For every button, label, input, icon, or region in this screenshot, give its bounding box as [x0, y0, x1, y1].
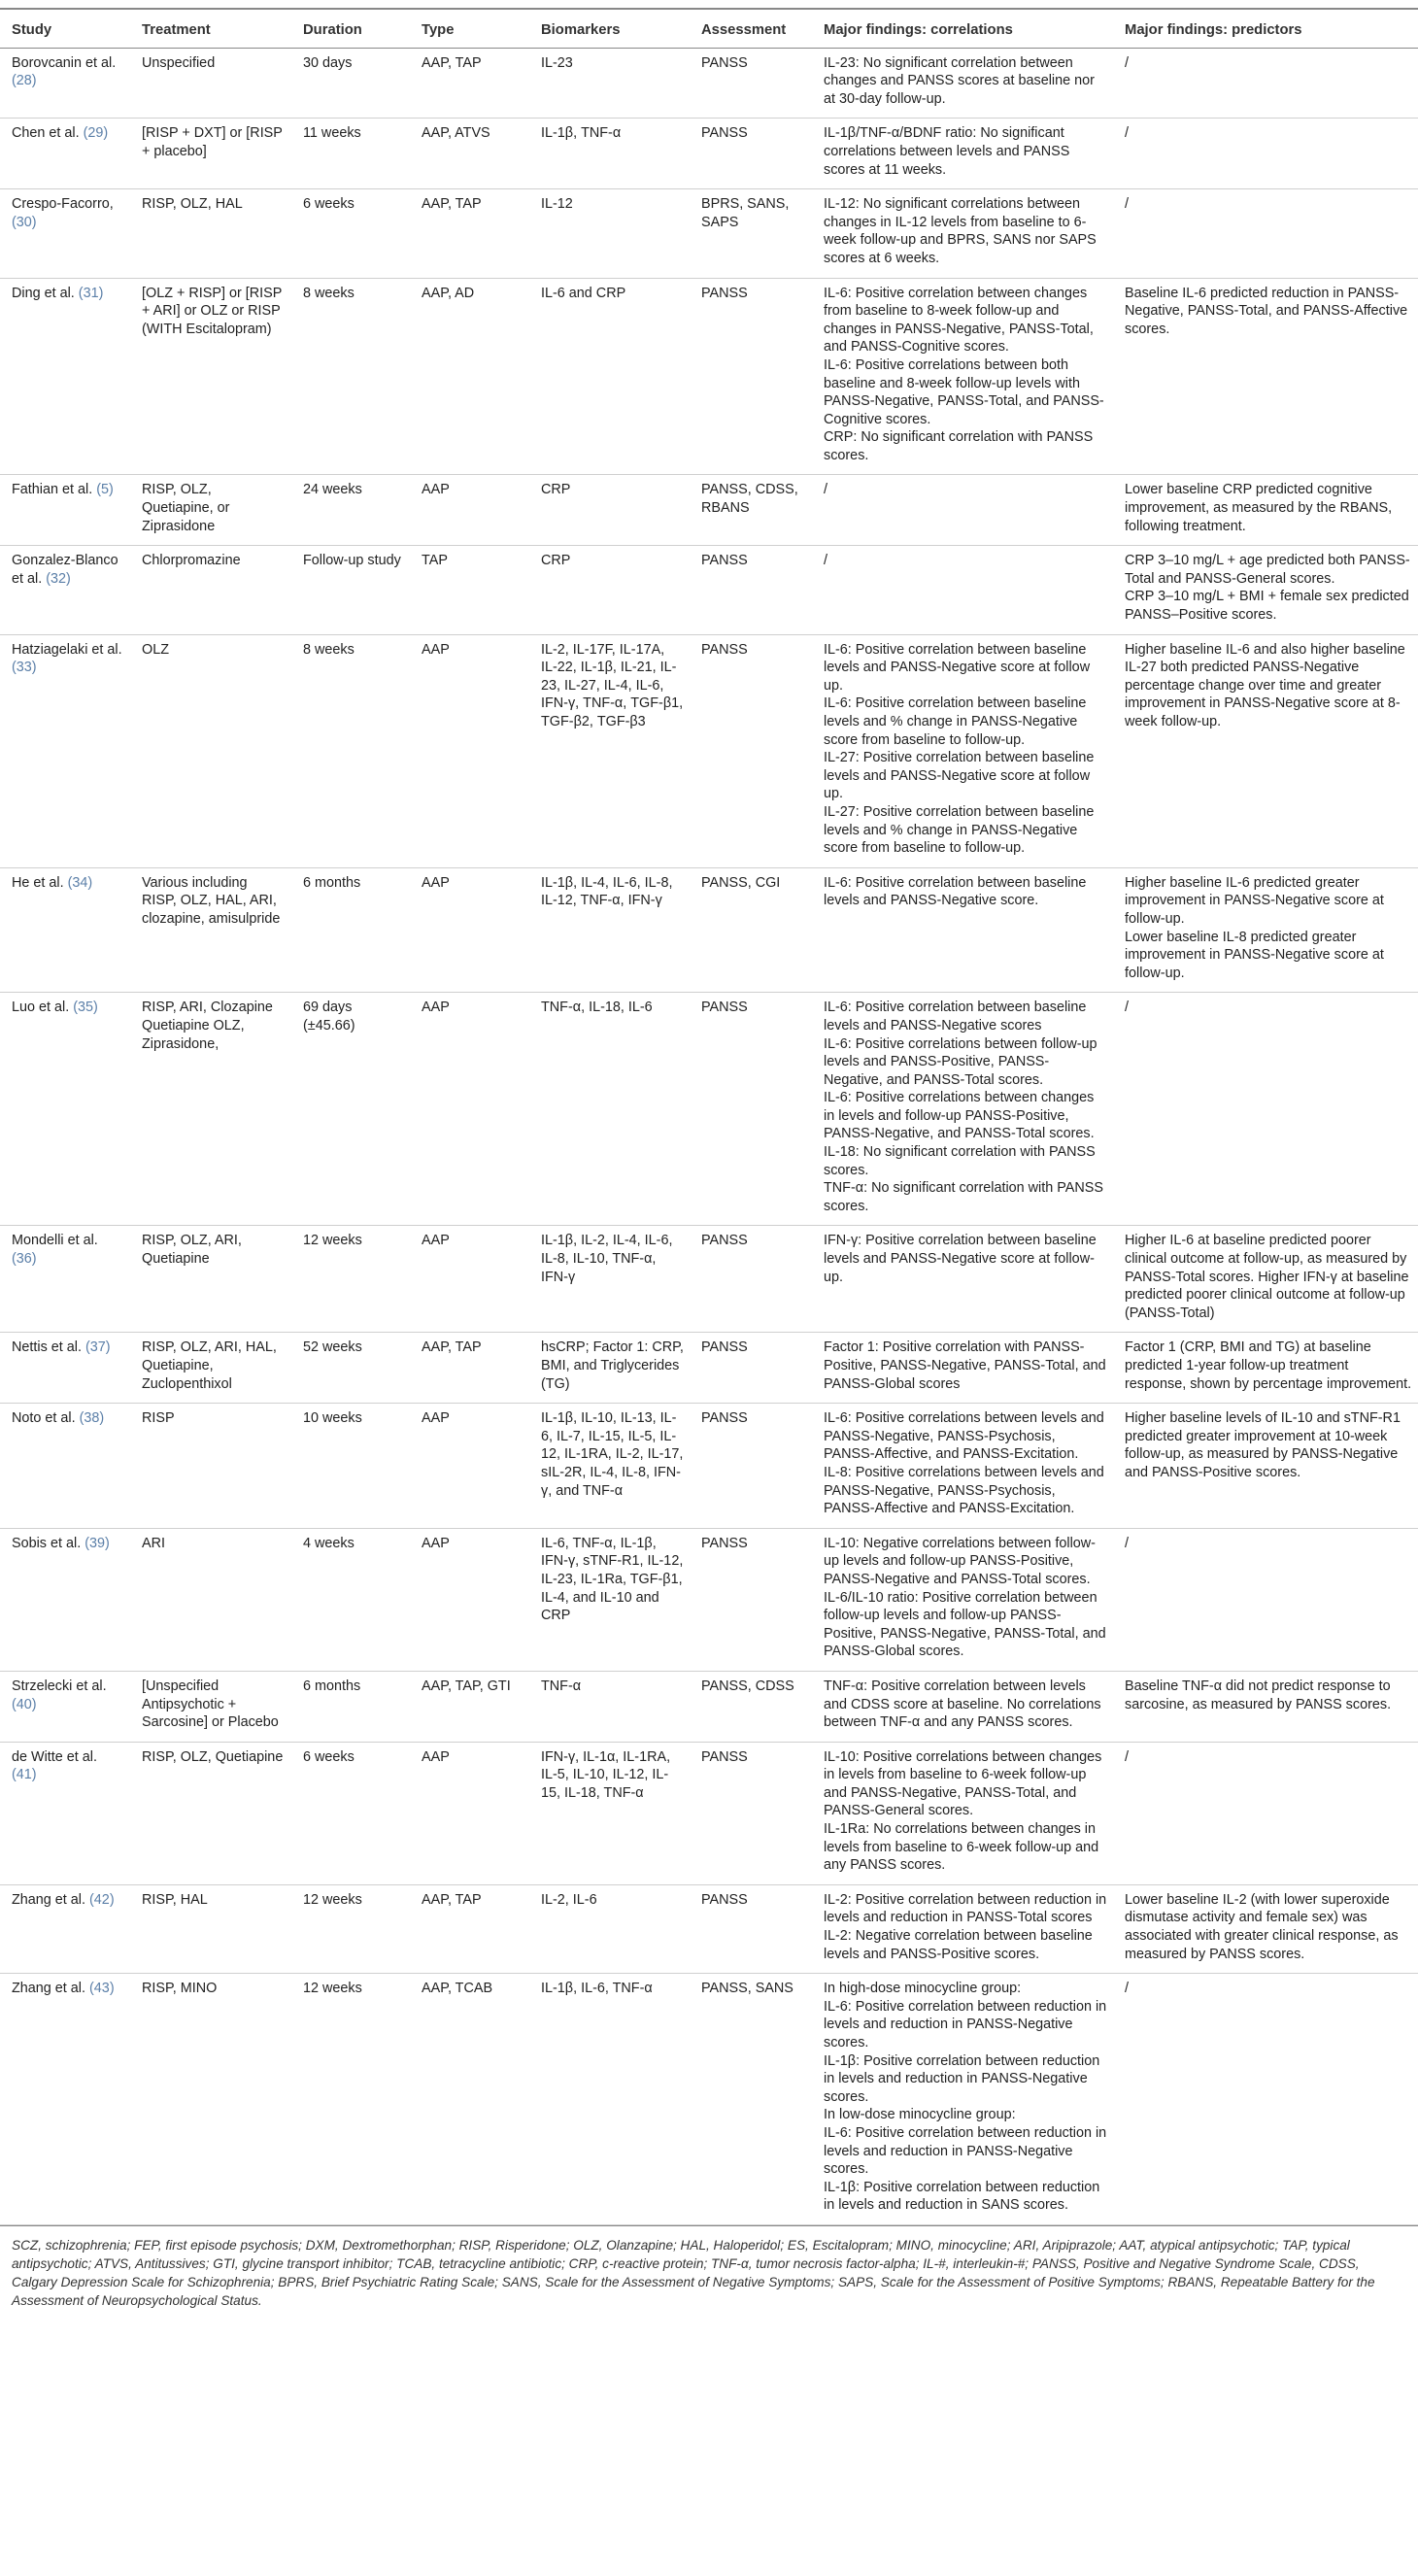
finding-text: TNF-α: Positive correlation between levels and CDSS score at baseline. No correlations between TNF-α and any PANSS scores.: [824, 1678, 1101, 1731]
study-name: Gonzalez-Blanco et al.: [12, 553, 118, 587]
reference-link[interactable]: (33): [12, 660, 37, 676]
biomarkers-cell: TNF-α, IL-18, IL-6: [529, 993, 690, 1226]
study-cell: [0, 1404, 130, 1529]
reference-link[interactable]: (38): [79, 1410, 105, 1427]
correlations-cell: [812, 475, 1113, 546]
finding-text: IL-1β: Positive correlation between reduction in levels and reduction in PANSS-Negative scores.: [824, 2052, 1100, 2105]
finding-text: Factor 1: Positive correlation with PANSS-Positive, PANSS-Negative, PANSS-Total, and PANSS-Global scores: [824, 1339, 1106, 1392]
predictors-cell: [1113, 634, 1418, 867]
treatment-cell: RISP, OLZ, ARI, Quetiapine: [130, 1226, 291, 1333]
finding-text: Lower baseline IL-2 (with lower superoxide dismutase activity and female sex) was associated with greater clinical response, as measured by PANSS scores.: [1125, 1891, 1399, 1962]
finding-text: IL-27: Positive correlation between baseline levels and % change in PANSS-Negative score from baseline to follow-up.: [824, 803, 1095, 857]
duration-cell: 8 weeks: [291, 278, 410, 475]
duration-cell: 6 months: [291, 1671, 410, 1742]
column-header: Duration: [291, 9, 410, 48]
type-cell: AAP: [410, 1742, 529, 1884]
biomarkers-cell: CRP: [529, 546, 690, 634]
finding-text: IL-2: Positive correlation between reduction in levels and reduction in PANSS-Total scores: [824, 1891, 1107, 1926]
type-cell: AAP: [410, 1528, 529, 1671]
type-cell: AAP, TAP, GTI: [410, 1671, 529, 1742]
duration-cell: 12 weeks: [291, 1974, 410, 2225]
reference-link[interactable]: (36): [12, 1251, 37, 1268]
finding-text: IL-8: Positive correlations between levels and PANSS-Negative, PANSS-Psychosis, PANSS-Affective and PANSS-Excitation.: [824, 1464, 1104, 1517]
reference-link[interactable]: (5): [96, 482, 114, 498]
biomarkers-cell: IL-1β, TNF-α: [529, 119, 690, 189]
treatment-cell: RISP, OLZ, ARI, HAL, Quetiapine, Zuclopenthixol: [130, 1333, 291, 1404]
type-cell: AAP, TAP: [410, 1333, 529, 1404]
finding-text: IL-6: Positive correlations between both baseline and 8-week follow-up levels with PANSS-Negative, PANSS-Total, and PANSS-Cognitive scores.: [824, 356, 1104, 427]
predictors-cell: [1113, 1742, 1418, 1884]
table-row: [0, 546, 1418, 634]
finding-text: IL-6: Positive correlations between changes in levels and follow-up PANSS-Positive, PANSS-Negative, and PANSS-Total scores.: [824, 1090, 1095, 1142]
biomarkers-cell: IL-1β, IL-4, IL-6, IL-8, IL-12, TNF-α, IFN-γ: [529, 867, 690, 993]
finding-text: /: [1125, 125, 1129, 142]
assessment-cell: PANSS: [690, 1528, 812, 1671]
column-header: Biomarkers: [529, 9, 690, 48]
finding-text: Lower baseline CRP predicted cognitive improvement, as measured by the RBANS, following treatment.: [1125, 482, 1393, 534]
table-row: [0, 1333, 1418, 1404]
finding-text: IL-23: No significant correlation between changes and PANSS scores at baseline nor at 30-day follow-up.: [824, 54, 1095, 107]
correlations-cell: [812, 634, 1113, 867]
duration-cell: 10 weeks: [291, 1404, 410, 1529]
biomarkers-cell: IL-1β, IL-10, IL-13, IL-6, IL-7, IL-15, IL-5, IL-12, IL-1RA, IL-2, IL-17, sIL-2R, IL-4, IL-8, IFN-γ, and TNF-α: [529, 1404, 690, 1529]
assessment-cell: PANSS: [690, 1884, 812, 1973]
table-header-row: [0, 9, 1418, 48]
assessment-cell: PANSS, CDSS, RBANS: [690, 475, 812, 546]
assessment-cell: PANSS: [690, 1226, 812, 1333]
duration-cell: 4 weeks: [291, 1528, 410, 1671]
treatment-cell: RISP, HAL: [130, 1884, 291, 1973]
finding-text: /: [824, 553, 827, 569]
study-name: He et al.: [12, 874, 64, 891]
study-name: Noto et al.: [12, 1410, 76, 1427]
study-cell: [0, 278, 130, 475]
finding-text: /: [1125, 1535, 1129, 1551]
finding-text: /: [1125, 54, 1129, 71]
correlations-cell: [812, 1404, 1113, 1529]
correlations-cell: [812, 546, 1113, 634]
treatment-cell: [RISP + DXT] or [RISP + placebo]: [130, 119, 291, 189]
study-cell: [0, 1528, 130, 1671]
predictors-cell: [1113, 278, 1418, 475]
table-row: [0, 1226, 1418, 1333]
treatment-cell: RISP, ARI, Clozapine Quetiapine OLZ, Ziprasidone,: [130, 993, 291, 1226]
reference-link[interactable]: (29): [83, 125, 109, 142]
biomarkers-cell: IL-6 and CRP: [529, 278, 690, 475]
reference-link[interactable]: (34): [67, 874, 93, 891]
assessment-cell: PANSS: [690, 119, 812, 189]
study-cell: [0, 867, 130, 993]
biomarkers-cell: IL-1β, IL-6, TNF-α: [529, 1974, 690, 2225]
assessment-cell: PANSS: [690, 1333, 812, 1404]
study-cell: [0, 475, 130, 546]
finding-text: Lower baseline IL-8 predicted greater improvement in PANSS-Negative score at follow-up.: [1125, 929, 1384, 981]
assessment-cell: PANSS: [690, 993, 812, 1226]
assessment-cell: PANSS: [690, 546, 812, 634]
correlations-cell: [812, 1974, 1113, 2225]
study-cell: [0, 1226, 130, 1333]
predictors-cell: [1113, 1884, 1418, 1973]
duration-cell: 11 weeks: [291, 119, 410, 189]
correlations-cell: [812, 1742, 1113, 1884]
study-cell: [0, 1742, 130, 1884]
table-row: [0, 634, 1418, 867]
finding-text: Baseline TNF-α did not predict response to sarcosine, as measured by PANSS scores.: [1125, 1678, 1392, 1712]
assessment-cell: PANSS, CDSS: [690, 1671, 812, 1742]
type-cell: AAP, TCAB: [410, 1974, 529, 2225]
study-cell: [0, 1333, 130, 1404]
column-header: Major findings: predictors: [1113, 9, 1418, 48]
type-cell: AAP, AD: [410, 278, 529, 475]
finding-text: IL-1β: Positive correlation between reduction in levels and reduction in SANS scores.: [824, 2179, 1100, 2214]
predictors-cell: [1113, 1671, 1418, 1742]
finding-text: CRP: No significant correlation with PANSS scores.: [824, 429, 1094, 463]
biomarkers-cell: IL-23: [529, 48, 690, 119]
duration-cell: 6 weeks: [291, 1742, 410, 1884]
biomarkers-cell: IL-2, IL-6: [529, 1884, 690, 1973]
table-row: [0, 1974, 1418, 2225]
reference-link[interactable]: (31): [78, 285, 104, 301]
correlations-cell: [812, 1333, 1113, 1404]
biomarkers-cell: IL-6, TNF-α, IL-1β, IFN-γ, sTNF-R1, IL-12, IL-23, IL-1Ra, TGF-β1, IL-4, and IL-10 and CRP: [529, 1528, 690, 1671]
biomarkers-cell: hsCRP; Factor 1: CRP, BMI, and Triglycerides (TG): [529, 1333, 690, 1404]
study-name: Chen et al.: [12, 125, 80, 142]
biomarkers-cell: IL-12: [529, 189, 690, 278]
table-row: [0, 189, 1418, 278]
reference-link[interactable]: (32): [46, 570, 71, 587]
reference-link[interactable]: (41): [12, 1767, 37, 1783]
treatment-cell: [Unspecified Antipsychotic + Sarcosine] or Placebo: [130, 1671, 291, 1742]
column-header: Major findings: correlations: [812, 9, 1113, 48]
duration-cell: 6 weeks: [291, 189, 410, 278]
predictors-cell: [1113, 1333, 1418, 1404]
finding-text: Factor 1 (CRP, BMI and TG) at baseline predicted 1-year follow-up treatment response, shown by percentage improvement.: [1125, 1339, 1412, 1392]
predictors-cell: [1113, 993, 1418, 1226]
assessment-cell: PANSS: [690, 634, 812, 867]
correlations-cell: [812, 1528, 1113, 1671]
type-cell: AAP: [410, 1226, 529, 1333]
predictors-cell: [1113, 867, 1418, 993]
study-name: Fathian et al.: [12, 482, 93, 498]
duration-cell: 12 weeks: [291, 1226, 410, 1333]
predictors-cell: [1113, 48, 1418, 119]
finding-text: IL-1Ra: No correlations between changes in levels from baseline to 6-week follow-up and any PANSS scores.: [824, 1821, 1099, 1874]
finding-text: /: [1125, 1000, 1129, 1016]
correlations-cell: [812, 1226, 1113, 1333]
study-cell: [0, 48, 130, 119]
study-name: Nettis et al.: [12, 1339, 82, 1356]
finding-text: IL-2: Negative correlation between baseline levels and PANSS-Positive scores.: [824, 1928, 1093, 1962]
finding-text: CRP 3–10 mg/L + age predicted both PANSS-Total and PANSS-General scores.: [1125, 553, 1410, 587]
column-header: Assessment: [690, 9, 812, 48]
duration-cell: 52 weeks: [291, 1333, 410, 1404]
study-cell: [0, 546, 130, 634]
predictors-cell: [1113, 1528, 1418, 1671]
assessment-cell: PANSS: [690, 1742, 812, 1884]
study-cell: [0, 1671, 130, 1742]
study-name: Strzelecki et al.: [12, 1678, 107, 1694]
study-cell: [0, 119, 130, 189]
reference-link[interactable]: (39): [84, 1535, 110, 1551]
biomarkers-cell: IL-2, IL-17F, IL-17A, IL-22, IL-1β, IL-21, IL-23, IL-27, IL-4, IL-6, IFN-γ, TNF-α, TGF-β1, TGF-β2, TGF-β3: [529, 634, 690, 867]
finding-text: /: [1125, 1981, 1129, 1997]
finding-text: IL-6: Positive correlation between reduction in levels and reduction in PANSS-Negative scores.: [824, 2124, 1107, 2178]
table-footnote: SCZ, schizophrenia; FEP, first episode psychosis; DXM, Dextromethorphan; RISP, Risperidone; OLZ, Olanzapine; HAL, Haloperidol; ES, Escitalopram; MINO, minocycline; ARI, Aripiprazole; AAT, atypical antipsychotic; TAP, typical antipsychotic; ATVS, Antitussives; GTI, glycine transport inhibitor; TCAB, tetracycline antibiotic; CRP, c-reactive protein; TNF-α, tumor necrosis factor-alpha; IL-#, interleukin-#; PANSS, Positive and Negative Syndrome Scale, CDSS, Calgary Depression Scale for Schizophrenia; BPRS, Brief Psychiatric Rating Scale; SANS, Scale for the Assessment of Negative Symptoms; SAPS, Scale for the Assessment of Positive Symptoms; RBANS, Repeatable Battery for the Assessment of Neuropsychological Status.: [0, 2225, 1418, 2310]
assessment-cell: PANSS, SANS: [690, 1974, 812, 2225]
treatment-cell: OLZ: [130, 634, 291, 867]
study-cell: [0, 634, 130, 867]
treatment-cell: RISP: [130, 1404, 291, 1529]
study-name: Hatziagelaki et al.: [12, 641, 122, 658]
biomarkers-cell: CRP: [529, 475, 690, 546]
type-cell: TAP: [410, 546, 529, 634]
predictors-cell: [1113, 1404, 1418, 1529]
type-cell: AAP: [410, 993, 529, 1226]
predictors-cell: [1113, 475, 1418, 546]
assessment-cell: BPRS, SANS, SAPS: [690, 189, 812, 278]
type-cell: AAP: [410, 475, 529, 546]
duration-cell: 24 weeks: [291, 475, 410, 546]
finding-text: IL-27: Positive correlation between baseline levels and PANSS-Negative score at follow up.: [824, 750, 1095, 802]
duration-cell: Follow-up study: [291, 546, 410, 634]
biomarkers-cell: IFN-γ, IL-1α, IL-1RA, IL-5, IL-10, IL-12, IL-15, IL-18, TNF-α: [529, 1742, 690, 1884]
reference-link[interactable]: (40): [12, 1696, 37, 1712]
type-cell: AAP, TAP: [410, 189, 529, 278]
correlations-cell: [812, 1884, 1113, 1973]
table-row: [0, 48, 1418, 119]
predictors-cell: [1113, 189, 1418, 278]
reference-link[interactable]: (28): [12, 73, 37, 89]
treatment-cell: RISP, OLZ, HAL: [130, 189, 291, 278]
finding-text: Baseline IL-6 predicted reduction in PANSS-Negative, PANSS-Total, and PANSS-Affective scores.: [1125, 285, 1408, 337]
treatment-cell: Various including RISP, OLZ, HAL, ARI, clozapine, amisulpride: [130, 867, 291, 993]
assessment-cell: PANSS: [690, 278, 812, 475]
finding-text: IL-6: Positive correlation between baseline levels and PANSS-Negative score at follow up.: [824, 641, 1091, 694]
finding-text: IL-6: Positive correlation between baseline levels and PANSS-Negative score.: [824, 874, 1087, 909]
correlations-cell: [812, 119, 1113, 189]
table-row: [0, 1742, 1418, 1884]
treatment-cell: Chlorpromazine: [130, 546, 291, 634]
finding-text: Higher baseline IL-6 and also higher baseline IL-27 both predicted PANSS-Negative percentage change over time and greater improvement in PANSS-Negative score at 8-week follow-up.: [1125, 641, 1405, 729]
study-name: Zhang et al.: [12, 1981, 86, 1997]
correlations-cell: [812, 278, 1113, 475]
finding-text: IL-6: Positive correlations between follow-up levels and PANSS-Positive, PANSS-Negative, and PANSS-Total scores.: [824, 1035, 1097, 1088]
finding-text: IL-6: Positive correlation between baseline levels and % change in PANSS-Negative score from baseline to follow-up.: [824, 695, 1087, 748]
predictors-cell: [1113, 119, 1418, 189]
duration-cell: 8 weeks: [291, 634, 410, 867]
study-cell: [0, 1884, 130, 1973]
biomarkers-cell: TNF-α: [529, 1671, 690, 1742]
reference-link[interactable]: (43): [89, 1981, 115, 1997]
table-row: [0, 1884, 1418, 1973]
study-name: Sobis et al.: [12, 1535, 82, 1551]
treatment-cell: ARI: [130, 1528, 291, 1671]
finding-text: IL-10: Negative correlations between follow-up levels and follow-up PANSS-Positive, PANSS-Negative and PANSS-Total scores.: [824, 1535, 1096, 1587]
type-cell: AAP: [410, 1404, 529, 1529]
duration-cell: 12 weeks: [291, 1884, 410, 1973]
treatment-cell: RISP, MINO: [130, 1974, 291, 2225]
reference-link[interactable]: (35): [73, 1000, 98, 1016]
duration-cell: 30 days: [291, 48, 410, 119]
finding-text: TNF-α: No significant correlation with PANSS scores.: [824, 1180, 1103, 1214]
table-row: [0, 475, 1418, 546]
reference-link[interactable]: (42): [89, 1891, 115, 1908]
table-row: [0, 278, 1418, 475]
table-body: [0, 48, 1418, 2224]
treatment-cell: Unspecified: [130, 48, 291, 119]
study-name: Borovcanin et al.: [12, 54, 117, 71]
predictors-cell: [1113, 1974, 1418, 2225]
study-cell: [0, 1974, 130, 2225]
correlations-cell: [812, 993, 1113, 1226]
finding-text: /: [1125, 1748, 1129, 1765]
column-header: Study: [0, 9, 130, 48]
correlations-cell: [812, 1671, 1113, 1742]
study-name: Zhang et al.: [12, 1891, 86, 1908]
finding-text: IL-1β/TNF-α/BDNF ratio: No significant correlations between levels and PANSS scores at 11 weeks.: [824, 125, 1070, 178]
finding-text: In high-dose minocycline group:: [824, 1981, 1022, 1997]
finding-text: In low-dose minocycline group:: [824, 2107, 1016, 2123]
finding-text: Higher baseline IL-6 predicted greater improvement in PANSS-Negative score at follow-up.: [1125, 874, 1384, 927]
finding-text: Higher baseline levels of IL-10 and sTNF-R1 predicted greater improvement at 10-week follow-up, as measured by PANSS-Negative and PANSS-Positive scores.: [1125, 1410, 1401, 1480]
study-name: Mondelli et al.: [12, 1233, 98, 1249]
correlations-cell: [812, 189, 1113, 278]
predictors-cell: [1113, 546, 1418, 634]
type-cell: AAP: [410, 634, 529, 867]
study-cell: [0, 189, 130, 278]
reference-link[interactable]: (37): [84, 1339, 111, 1356]
finding-text: IL-6: Positive correlation between baseline levels and PANSS-Negative scores: [824, 1000, 1087, 1034]
correlations-cell: [812, 867, 1113, 993]
finding-text: IL-6: Positive correlation between changes from baseline to 8-week follow-up and changes in PANSS-Negative, PANSS-Total, and PANSS-Cognitive scores.: [824, 285, 1094, 356]
assessment-cell: PANSS, CGI: [690, 867, 812, 993]
predictors-cell: [1113, 1226, 1418, 1333]
finding-text: Higher IL-6 at baseline predicted poorer clinical outcome at follow-up, as measured by PANSS-Total scores. Higher IFN-γ at baseline predicted poorer clinical outcome at follow-up (PANSS-Total): [1125, 1233, 1409, 1321]
duration-cell: 69 days (±45.66): [291, 993, 410, 1226]
type-cell: AAP, TAP: [410, 48, 529, 119]
study-name: Crespo-Facorro,: [12, 196, 114, 213]
table-row: [0, 1528, 1418, 1671]
finding-text: IL-6: Positive correlation between reduction in levels and reduction in PANSS-Negative scores.: [824, 1998, 1107, 2051]
study-name: Ding et al.: [12, 285, 75, 301]
study-cell: [0, 993, 130, 1226]
assessment-cell: PANSS: [690, 48, 812, 119]
studies-table: [0, 8, 1418, 2225]
biomarkers-cell: IL-1β, IL-2, IL-4, IL-6, IL-8, IL-10, TNF-α, IFN-γ: [529, 1226, 690, 1333]
finding-text: IFN-γ: Positive correlation between baseline levels and PANSS-Negative score at follow-up.: [824, 1233, 1097, 1285]
table-row: [0, 867, 1418, 993]
table-row: [0, 119, 1418, 189]
finding-text: IL-12: No significant correlations between changes in IL-12 levels from baseline to 6-week follow-up and BPRS, SANS nor SAPS scores at 6 weeks.: [824, 196, 1097, 266]
finding-text: /: [824, 482, 827, 498]
type-cell: AAP: [410, 867, 529, 993]
study-name: Luo et al.: [12, 1000, 70, 1016]
treatment-cell: RISP, OLZ, Quetiapine: [130, 1742, 291, 1884]
table-row: [0, 993, 1418, 1226]
finding-text: IL-6/IL-10 ratio: Positive correlation between follow-up levels and follow-up PANSS-Positive, PANSS-Negative, PANSS-Total, and PANSS-Global scores.: [824, 1589, 1106, 1660]
assessment-cell: PANSS: [690, 1404, 812, 1529]
study-name: de Witte et al.: [12, 1748, 97, 1765]
finding-text: /: [1125, 196, 1129, 213]
type-cell: AAP, ATVS: [410, 119, 529, 189]
finding-text: IL-6: Positive correlations between levels and PANSS-Negative, PANSS-Psychosis, PANSS-Affective, and PANSS-Excitation.: [824, 1410, 1104, 1463]
finding-text: IL-18: No significant correlation with PANSS scores.: [824, 1144, 1096, 1178]
treatment-cell: RISP, OLZ, Quetiapine, or Ziprasidone: [130, 475, 291, 546]
duration-cell: 6 months: [291, 867, 410, 993]
type-cell: AAP, TAP: [410, 1884, 529, 1973]
correlations-cell: [812, 48, 1113, 119]
treatment-cell: [OLZ + RISP] or [RISP + ARI] or OLZ or RISP (WITH Escitalopram): [130, 278, 291, 475]
table-row: [0, 1671, 1418, 1742]
column-header: Treatment: [130, 9, 291, 48]
table-row: [0, 1404, 1418, 1529]
finding-text: CRP 3–10 mg/L + BMI + female sex predicted PANSS–Positive scores.: [1125, 589, 1409, 624]
finding-text: IL-10: Positive correlations between changes in levels from baseline to 6-week follow-up and PANSS-Negative, PANSS-Total, and PANSS-General scores.: [824, 1748, 1102, 1819]
column-header: Type: [410, 9, 529, 48]
reference-link[interactable]: (30): [12, 214, 37, 230]
